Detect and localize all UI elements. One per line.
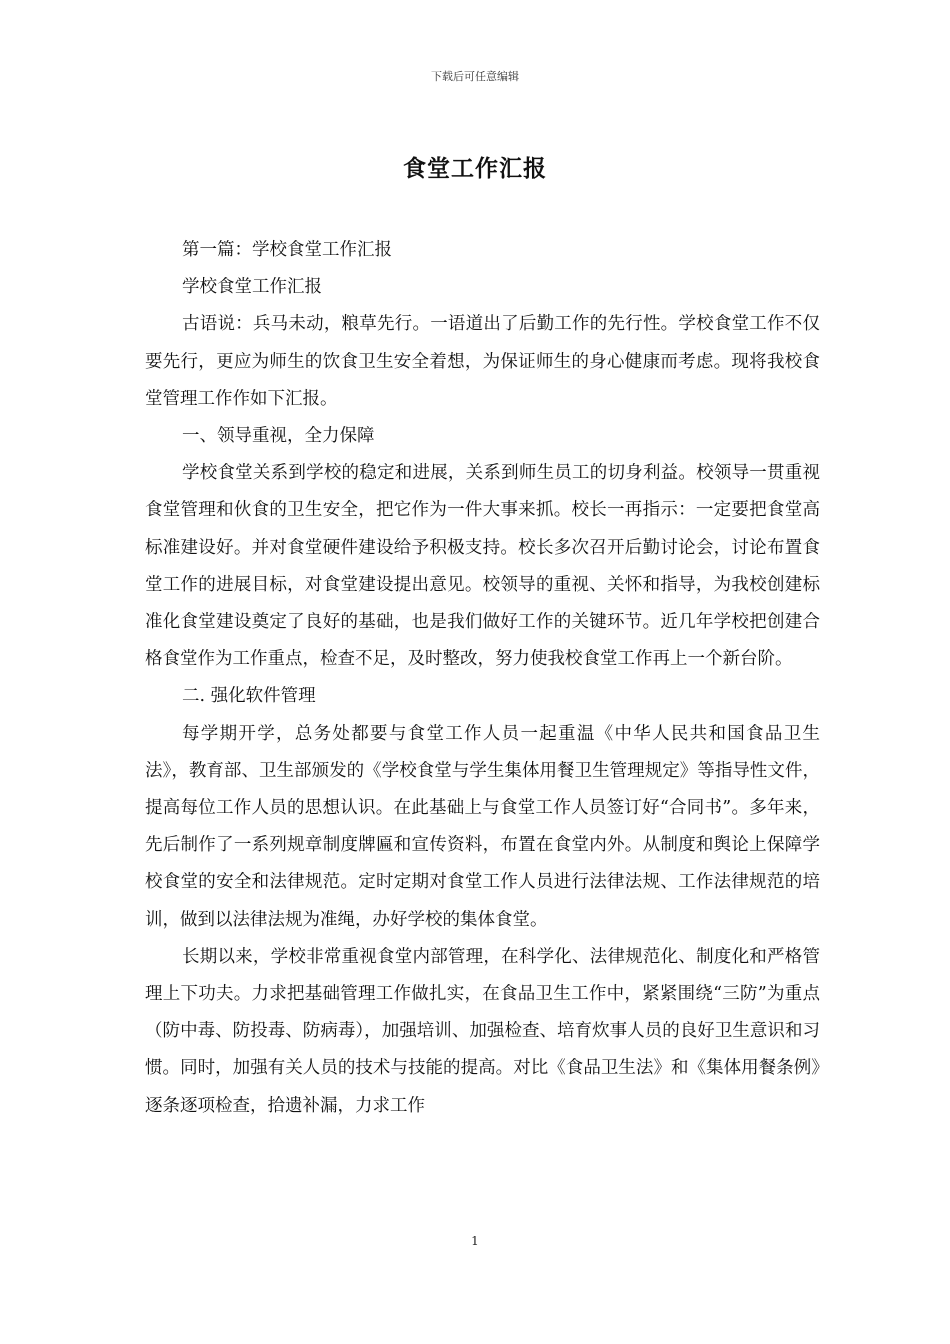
paragraph-leadership: 学校食堂关系到学校的稳定和进展，关系到师生员工的切身利益。校领导一贯重视食堂管理和伙食的卫生安全，把它作为一件大事来抓。校长一再指示：一定要把食堂高标准建设好。并对食堂硬件建设给予积极支持。校长多次召开后勤讨论会，讨论布置食堂工作的进展目标，对食堂建设提出意见。校领导的重视、关怀和指导，为我校创建标准化食堂建设奠定了良好的基础，也是我们做好工作的关键环节。近几年学校把创建合格食堂作为工作重点，检查不足，及时整改，努力使我校食堂工作再上一个新台阶。 <box>145 463 820 670</box>
header-note: 下载后可任意编辑 <box>431 70 519 83</box>
page-number: 1 <box>471 1234 479 1248</box>
document-title: 食堂工作汇报 <box>403 156 547 182</box>
paragraph-intro: 古语说：兵马未动，粮草先行。一语道出了后勤工作的先行性。学校食堂工作不仅要先行，更应为师生的饮食卫生安全着想，为保证师生的身心健康而考虑。现将我校食堂管理工作作如下汇报。 <box>145 314 820 409</box>
paragraph-heading-1: 一、领导重视，全力保障 <box>182 426 375 447</box>
paragraph-subtitle: 学校食堂工作汇报 <box>182 277 322 298</box>
document-body <box>145 232 820 1125</box>
paragraph-section-heading: 第一篇：学校食堂工作汇报 <box>182 240 392 260</box>
paragraph-software-management: 每学期开学，总务处都要与食堂工作人员一起重温《中华人民共和国食品卫生法》，教育部、卫生部颁发的《学校食堂与学生集体用餐卫生管理规定》等指导性文件，提高每位工作人员的思想认识。在此基础上与食堂工作人员签订好“合同书”。多年来，先后制作了一系列规章制度牌匾和宣传资料，布置在食堂内外。从制度和舆论上保障学校食堂的安全和法律规范。定时定期对食堂工作人员进行法律法规、工作法律规范的培训，做到以法律法规为准绳，办好学校的集体食堂。 <box>145 723 820 930</box>
paragraph-internal-management: 长期以来，学校非常重视食堂内部管理，在科学化、法律规范化、制度化和严格管理上下功夫。力求把基础管理工作做扎实，在食品卫生工作中，紧紧围绕“三防”为重点（防中毒、防投毒、防病毒），加强培训、加强检查、培育炊事人员的良好卫生意识和习惯。同时，加强有关人员的技术与技能的提高。对比《食品卫生法》和《集体用餐条例》逐条逐项检查，拾遗补漏，力求工作 <box>145 946 820 1116</box>
paragraph-heading-2: 二. 强化软件管理 <box>182 686 316 707</box>
